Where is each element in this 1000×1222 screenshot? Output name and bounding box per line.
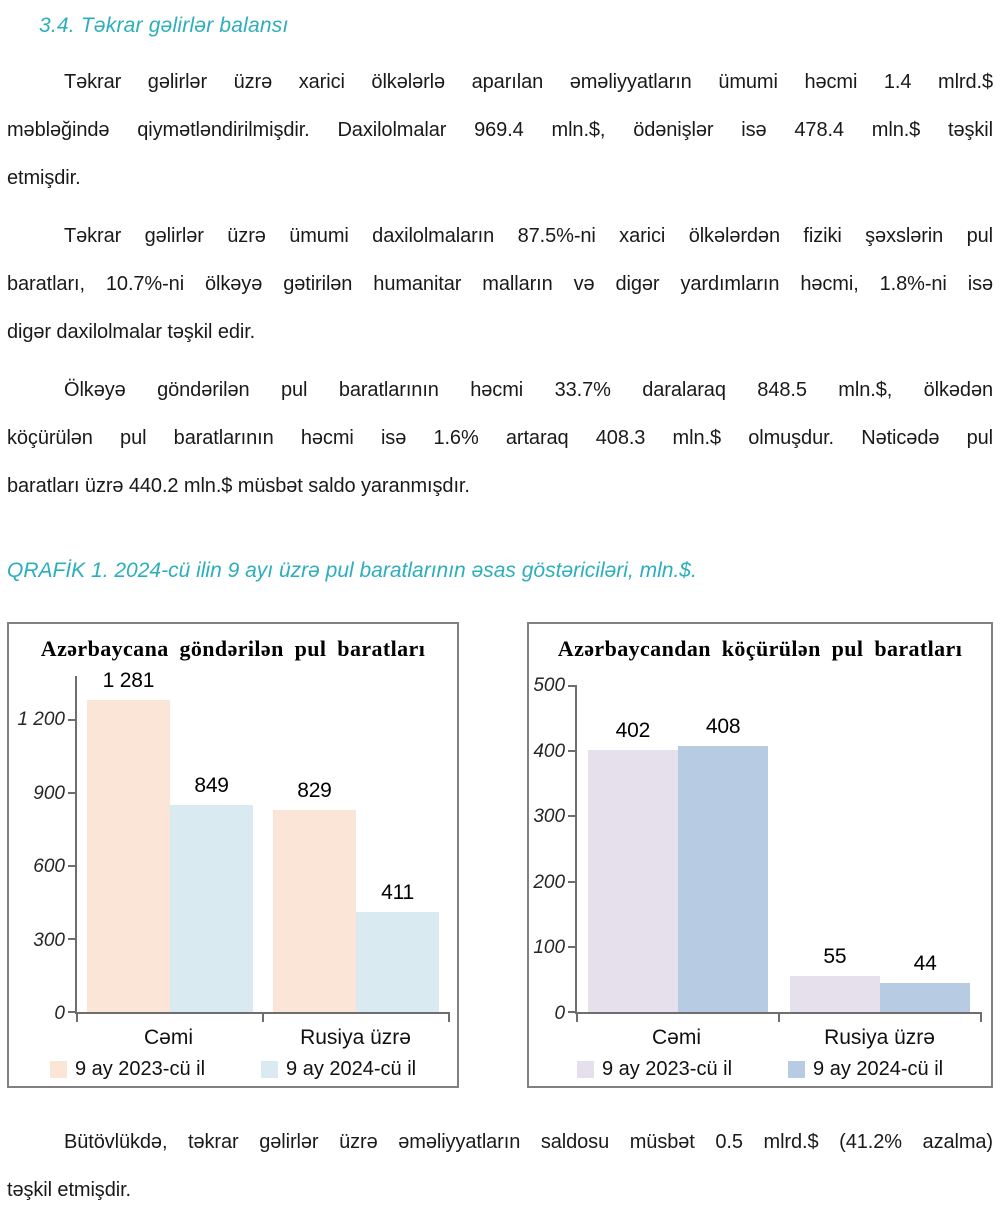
category-labels <box>575 1026 981 1050</box>
section-heading: 3.4. Təkrar gəlirlər balansı <box>39 14 289 37</box>
paragraph-line: məbləğində qiymətləndirilmişdir. Daxilolmalar 969.4 mln.$, ödənişlər isə 478.4 mln.$ təşkil <box>7 119 993 141</box>
paragraph-2 <box>7 212 993 356</box>
bar <box>273 779 356 1012</box>
plot-row <box>9 669 457 1024</box>
paragraph-line: təşkil etmişdir. <box>7 1179 131 1201</box>
y-axis-tick-label: 900 <box>33 782 65 804</box>
chart-legend <box>9 1058 457 1081</box>
bar-group-Rusiya üzrə <box>779 686 981 1012</box>
y-axis-tick-mark <box>568 881 577 883</box>
y-axis-tick-label: 0 <box>54 1003 65 1024</box>
x-axis-tick-mark <box>76 1012 78 1022</box>
x-axis-tick-mark <box>980 1012 982 1022</box>
plot-area <box>575 686 981 1014</box>
y-axis-tick-mark <box>68 792 77 794</box>
y-axis-tick-label: 100 <box>533 937 566 959</box>
paragraph-line: Ölkəyə göndərilən pul baratlarının həcmi 33.7% daralaraq 848.5 mln.$, ölkədən <box>64 379 993 401</box>
bar-value-label: 829 <box>297 779 332 803</box>
paragraph-line: baratları üzrə 440.2 mln.$ müsbət saldo yaranmışdır. <box>7 475 470 497</box>
paragraph-line: Təkrar gəlirlər üzrə xarici ölkələrlə aparılan əməliyyatların ümumi həcmi 1.4 mlrd.$ <box>64 71 993 93</box>
chart-title: Azərbaycandan köçürülən pul baratları <box>557 636 963 661</box>
legend-label: 9 ay 2023-cü il <box>74 1058 206 1080</box>
y-axis-tick-label: 400 <box>533 740 566 762</box>
legend-swatch <box>50 1061 67 1078</box>
bar <box>880 952 970 1012</box>
y-axis-tick-mark <box>568 750 577 752</box>
y-axis-tick-label: 500 <box>533 675 566 696</box>
bar-group-Cəmi <box>577 686 779 1012</box>
y-axis-tick-label: 0 <box>554 1003 566 1024</box>
x-axis-tick-mark <box>448 1012 450 1022</box>
bar-value-label: 408 <box>705 714 741 738</box>
legend-entry <box>261 1058 416 1081</box>
paragraph-line: etmişdir. <box>7 167 81 189</box>
paragraph-line: Bütövlükdə, təkrar gəlirlər üzrə əməliyyatların saldosu müsbət 0.5 mlrd.$ (41.2% azalma) <box>64 1131 993 1153</box>
bar <box>87 669 170 1012</box>
bar-value-label: 849 <box>194 774 229 798</box>
bar-value-label: 402 <box>615 718 651 742</box>
plot-row <box>529 675 991 1024</box>
y-axis-tick-label: 300 <box>533 806 566 828</box>
chart-title: Azərbaycana göndərilən pul baratları <box>40 636 426 661</box>
category-label: Rusiya üzrə <box>300 1026 411 1049</box>
closing-paragraph <box>7 1118 993 1214</box>
y-axis-labels <box>9 676 75 1024</box>
chart-sent-to-azerbaijan <box>7 622 459 1088</box>
y-axis-tick-label: 600 <box>33 856 65 878</box>
chart-caption: QRAFİK 1. 2024-cü ilin 9 ayı üzrə pul baratlarının əsas göstəriciləri, mln.$. <box>7 559 697 582</box>
legend-label: 9 ay 2024-cü il <box>813 1058 944 1080</box>
y-axis-tick-mark <box>68 865 77 867</box>
bar-value-label: 1 281 <box>102 669 155 693</box>
paragraph-line: köçürülən pul baratlarının həcmi isə 1.6% artaraq 408.3 mln.$ olmuşdur. Nəticədə pul <box>7 427 993 449</box>
bar-value-label: 55 <box>823 945 847 969</box>
charts-row <box>7 622 993 1088</box>
bar-group-Cəmi <box>77 669 263 1012</box>
chart-transferred-from-azerbaijan <box>527 622 993 1088</box>
paragraph-3 <box>7 366 993 510</box>
paragraph-1 <box>7 58 993 202</box>
x-axis-tick-mark <box>262 1012 264 1022</box>
bar <box>356 880 439 1012</box>
bar <box>790 945 880 1012</box>
bar <box>588 718 678 1012</box>
y-axis-tick-label: 200 <box>533 871 566 893</box>
legend-label: 9 ay 2023-cü il <box>601 1058 733 1080</box>
legend-swatch <box>788 1061 805 1078</box>
bar <box>170 774 253 1012</box>
x-axis-tick-mark <box>778 1012 780 1022</box>
y-axis-tick-mark <box>68 938 77 940</box>
y-axis-tick-mark <box>68 719 77 721</box>
bar <box>678 714 768 1012</box>
legend-swatch <box>577 1061 594 1078</box>
legend-swatch <box>261 1061 278 1078</box>
legend-entry <box>788 1058 943 1081</box>
category-label: Cəmi <box>144 1026 194 1049</box>
bar-value-label: 44 <box>913 952 937 976</box>
y-axis-tick-label: 1 200 <box>17 709 65 731</box>
y-axis-tick-label: 300 <box>33 929 65 951</box>
bar-group-Rusiya üzrə <box>263 676 449 1012</box>
chart-legend <box>529 1058 991 1081</box>
y-axis-tick-mark <box>568 815 577 817</box>
bar-value-label: 411 <box>381 880 415 904</box>
y-axis-tick-mark <box>568 946 577 948</box>
plot-area <box>75 669 449 1014</box>
x-axis-tick-mark <box>576 1012 578 1022</box>
category-label: Rusiya üzrə <box>824 1026 935 1049</box>
legend-entry <box>50 1058 205 1081</box>
paragraph-line: baratları, 10.7%-ni ölkəyə gətirilən humanitar malların və digər yardımların həcmi, 1.8%-ni isə <box>7 273 993 295</box>
y-axis-labels <box>529 675 575 1024</box>
category-label: Cəmi <box>652 1026 702 1049</box>
legend-entry <box>577 1058 732 1081</box>
y-axis-tick-mark <box>568 685 577 687</box>
paragraph-line: Təkrar gəlirlər üzrə ümumi daxilolmaların 87.5%-ni xarici ölkələrdən fiziki şəxslərin pul <box>64 225 993 247</box>
legend-label: 9 ay 2024-cü il <box>286 1058 417 1080</box>
category-labels <box>75 1026 449 1050</box>
paragraph-line: digər daxilolmalar təşkil edir. <box>7 321 256 343</box>
